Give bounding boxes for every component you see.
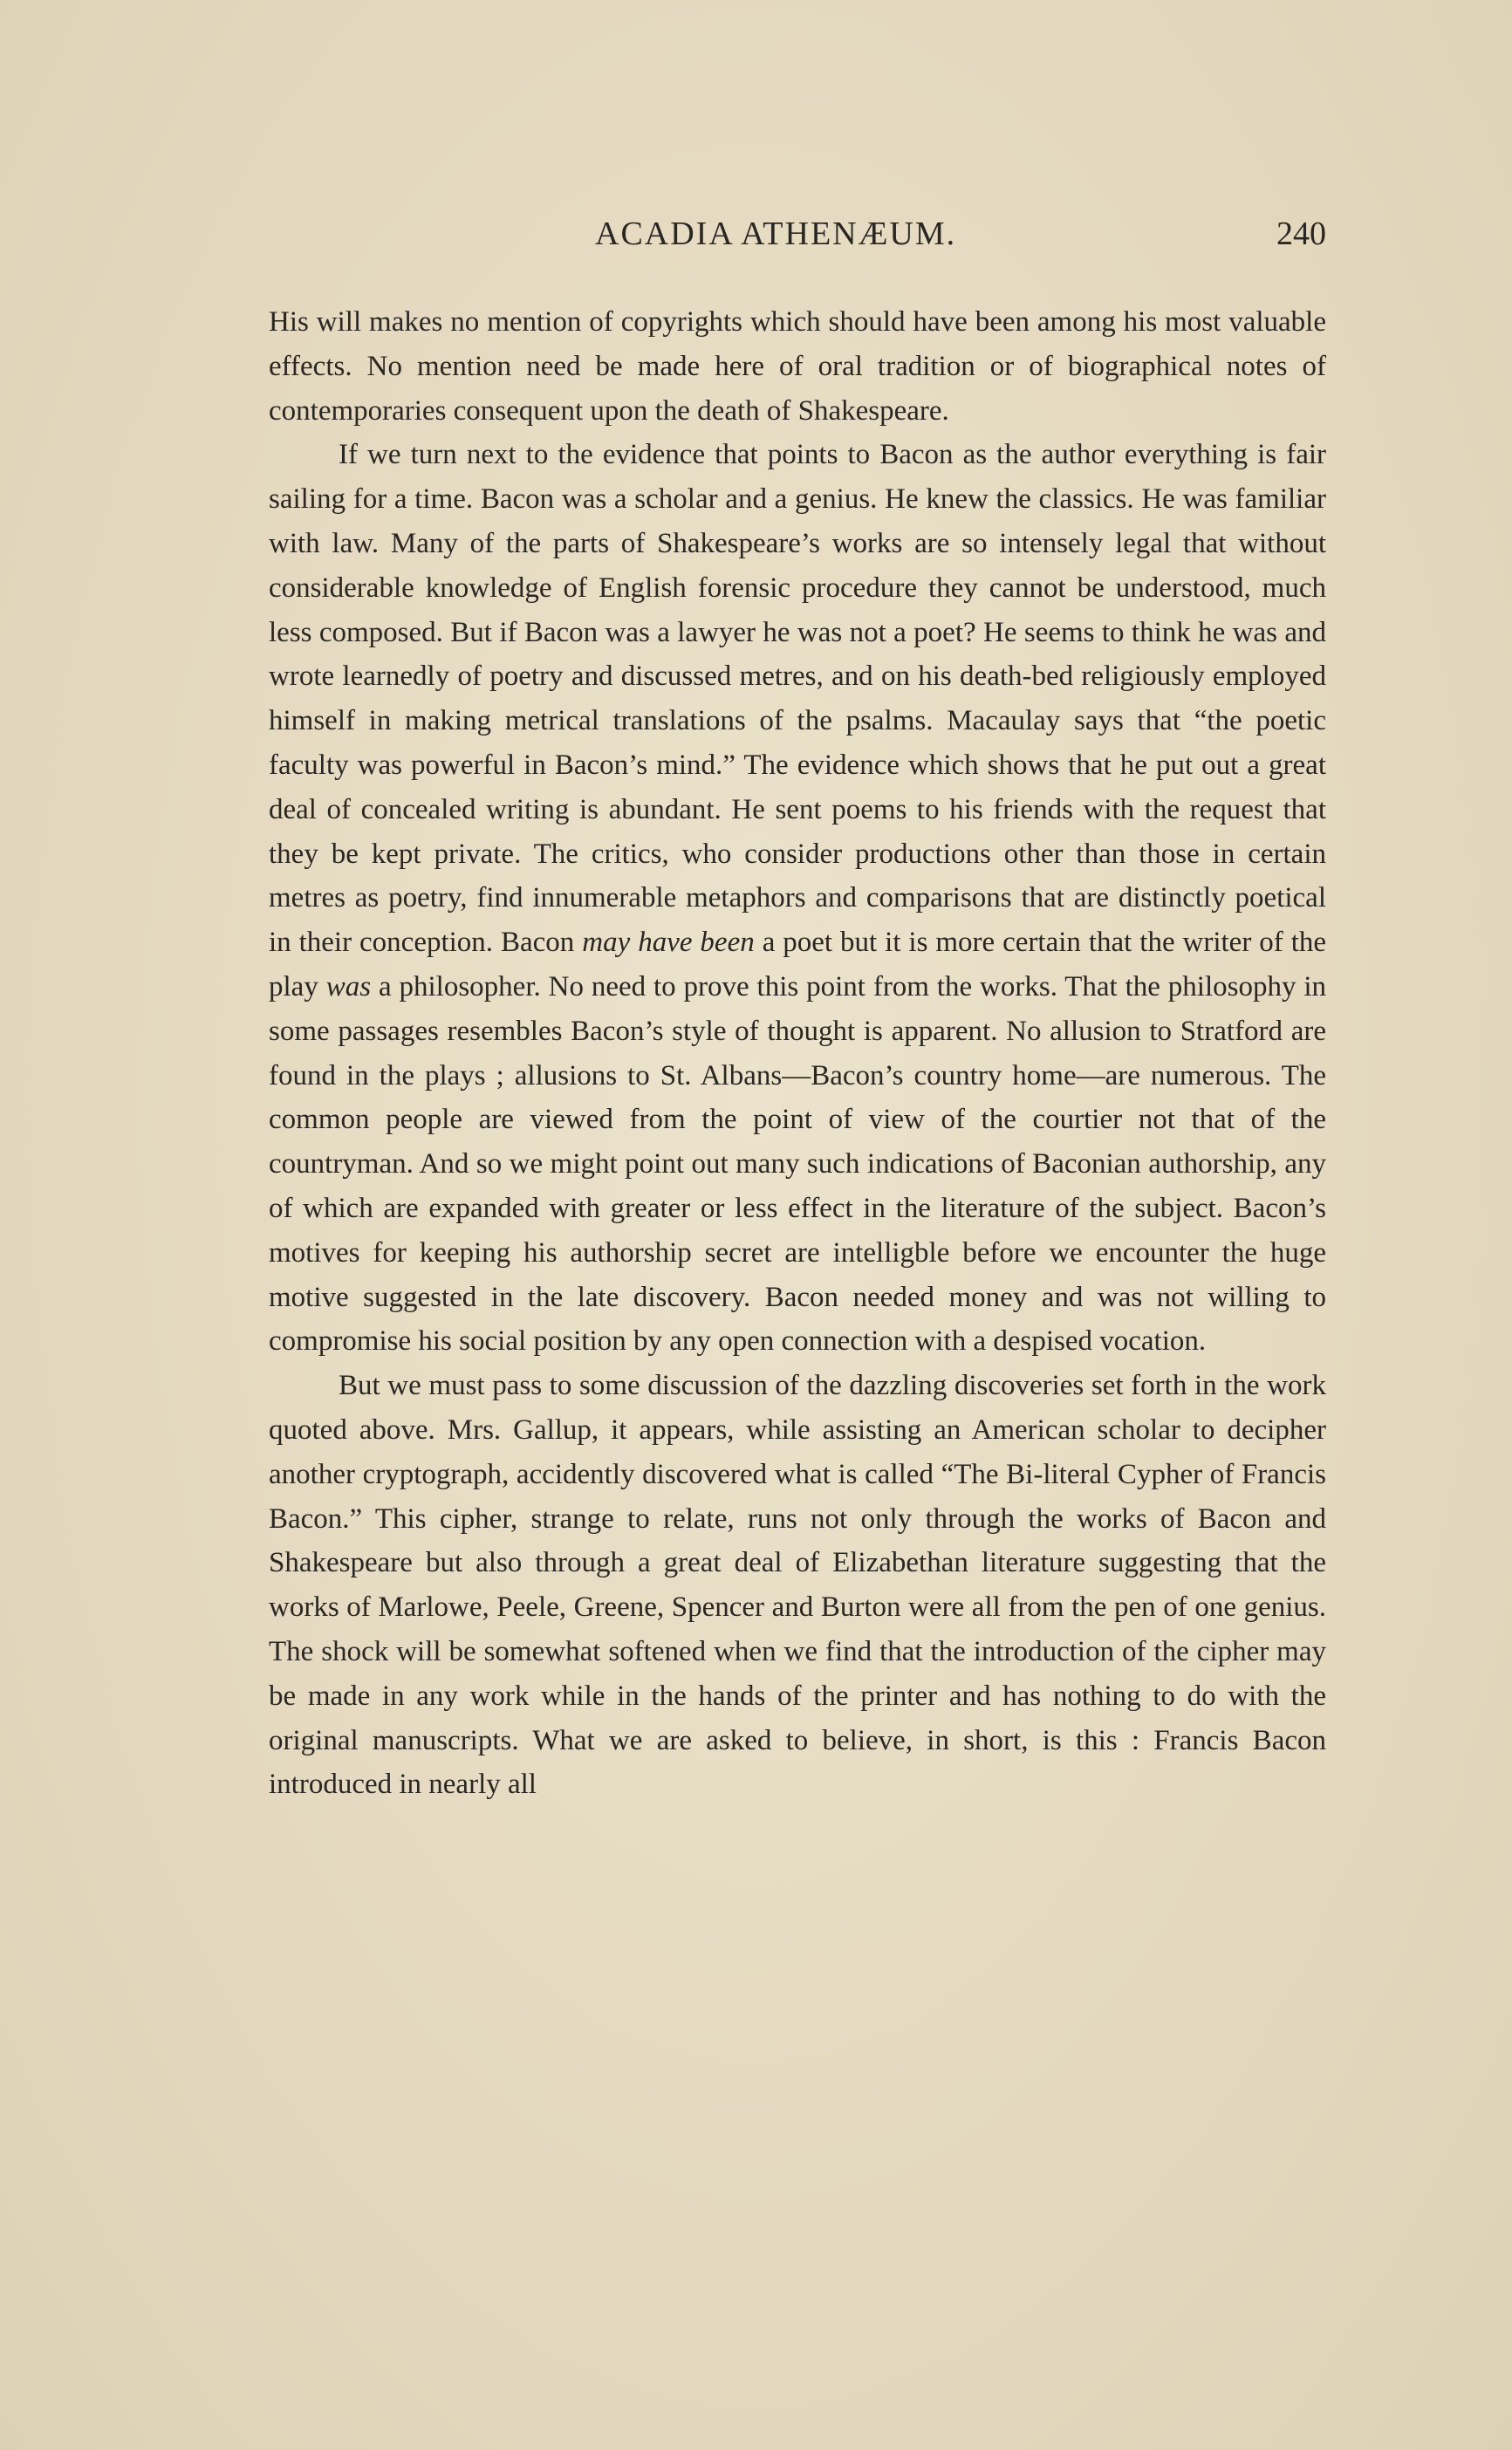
page-number: 240 [1276, 216, 1326, 252]
paragraph-2 [269, 433, 1326, 1364]
running-header [269, 209, 1326, 262]
article-body [269, 300, 1326, 1807]
paragraph-1: His will makes no mention of copyrights which should have been among his most valuable effects. No mention need be made here of oral tradition or of biographical notes of contemporaries consequent upon the death of Shakespeare. [269, 306, 1326, 427]
paragraph-2-part-e: a philosopher. No need to prove this point from the works. That the philosophy in some passages resembles Bacon’s style of thought is apparent. No allusion to Stratford are found in the plays ; allusions to St. Albans—Bacon’s country home—are numerous. The common people are viewed from the point of view of the courtier not that of the countryman. And so we might point out many such indications of Baconian authorship, any of which are expanded with greater or less effect in the literature of the subject. Bacon’s motives for keeping his authorship secret are intelligble before we encounter the huge motive suggested in the late discovery. Bacon needed money and was not willing to compromise his social position by any open connection with a despised vocation. [269, 970, 1327, 1358]
paragraph-2-part-a: If we turn next to the evidence that points to Bacon as the author everything is fair sailing for a time. Bacon was a scholar and a genius. He knew the classics. He was familiar with law. Many of the parts of Shakespeare’s works are so intensely legal that without considerable knowledge of English forensic procedure they cannot be understood, much less composed. But if Bacon was a lawyer he was not a poet? He seems to think he was and wrote learnedly of poetry and discussed metres, and on his death-bed religiously employed himself in making metrical translations of the psalms. Macaulay says that “the poetic faculty was powerful in Bacon’s mind.” The evidence which shows that he put out a great deal of concealed writing is abundant. He sent poems to his friends with the request that they be kept private. The critics, who consider productions other than those in certain metres as poetry, find innumerable metaphors and comparisons that are distinctly poetical in their conception. Bacon [269, 439, 1326, 959]
journal-title: ACADIA ATHENÆUM. [595, 216, 957, 252]
italic-word-was: was [325, 970, 372, 1003]
paragraph-3: But we must pass to some discussion of the dazzling discoveries set forth in the work quoted above. Mrs. Gallup, it appears, while assisting an American scholar to decipher another cryptograph, accidently discovered what is called “The Bi-literal Cypher of Francis Bacon.” This cipher, strange to relate, runs not only through the works of Bacon and Shakespeare but also through a great deal of Elizabethan literature suggesting that the works of Marlowe, Peele, Greene, Spencer and Burton were all from the pen of one genius. The shock will be somewhat softened when we find that the introduction of the cipher may be made in any work while in the hands of the printer and has nothing to do with the original manuscripts. What we are asked to believe, in short, is this : Francis Bacon introduced in nearly all [269, 1370, 1326, 1801]
paragraph-2-part-c: a poet but it is more certain that the writer of the play [269, 927, 1327, 1003]
italic-phrase-may-have-been: may have been [582, 927, 755, 959]
